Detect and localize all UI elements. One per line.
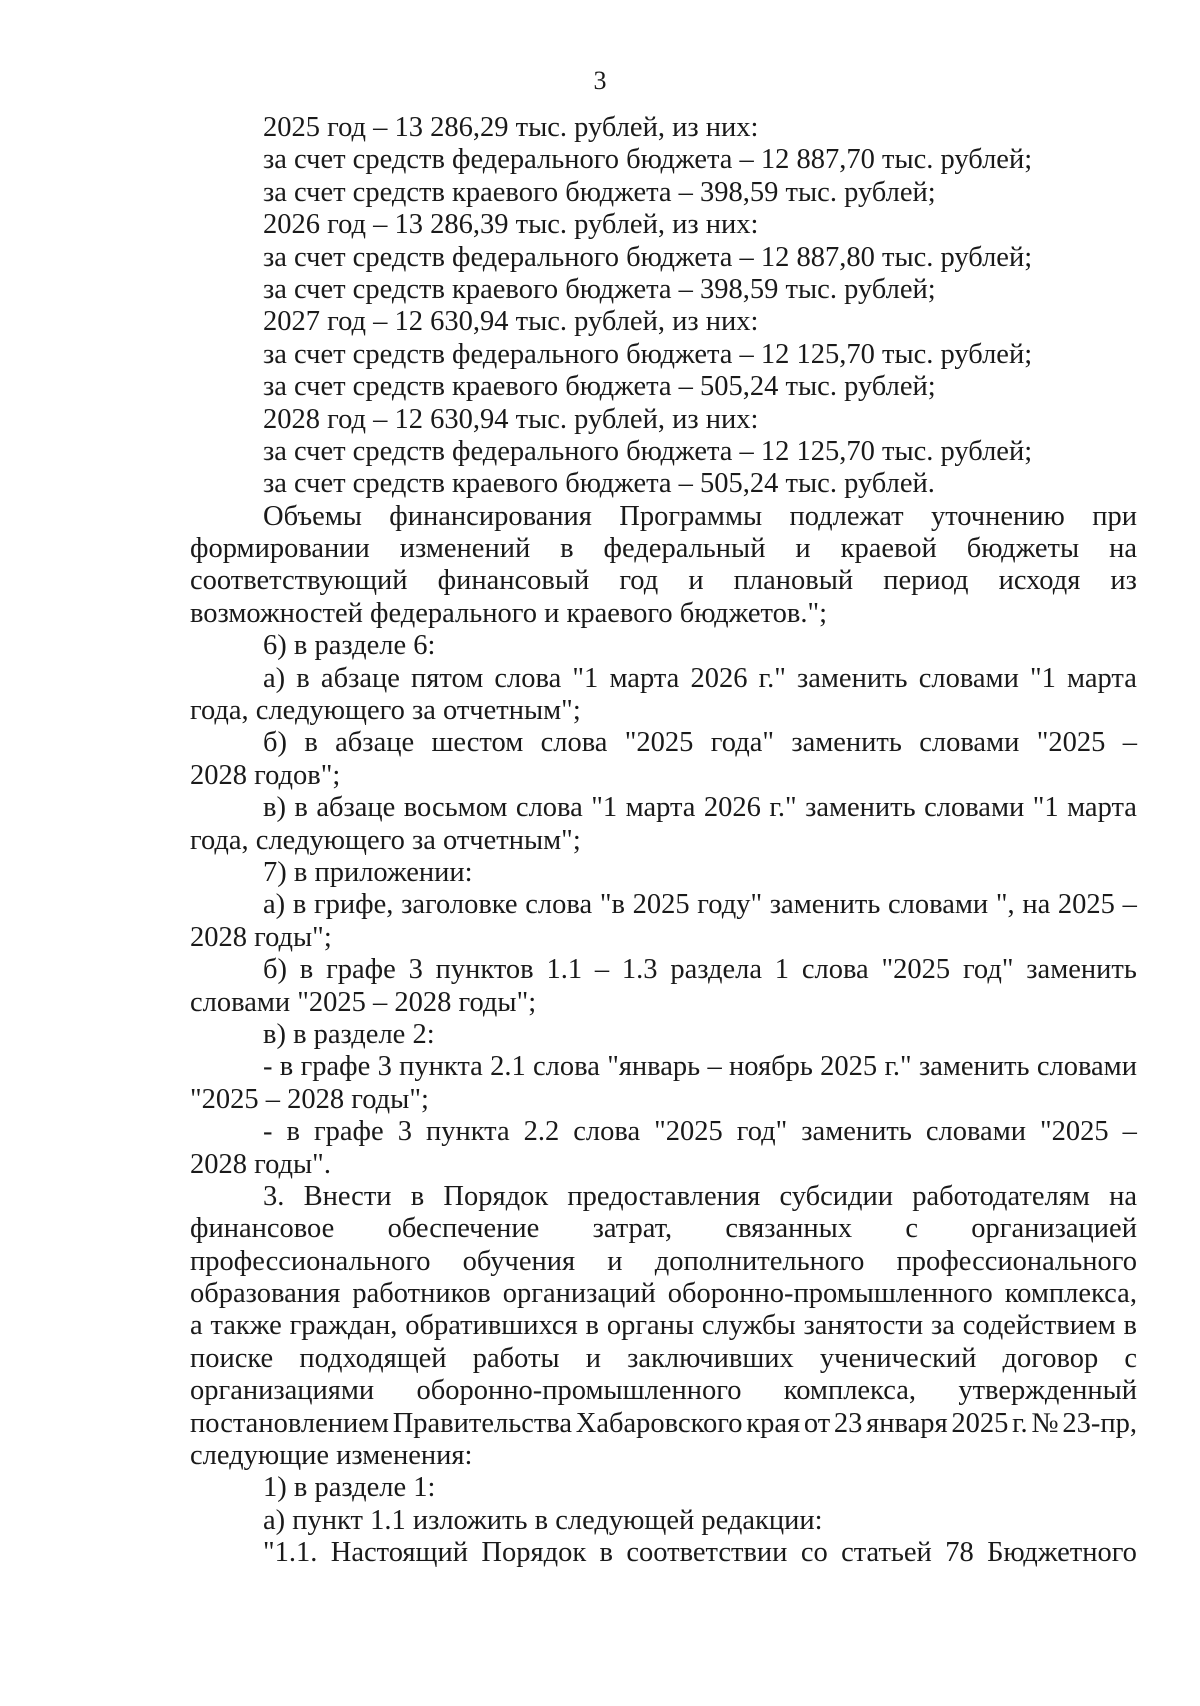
word: заголовке <box>401 889 518 921</box>
word: пункта <box>425 1116 510 1148</box>
word: "2025 <box>654 1116 723 1148</box>
text-line <box>190 1278 1137 1310</box>
word: ноябрь <box>729 1051 813 1083</box>
text-line <box>190 954 1137 986</box>
word: графе <box>300 1051 371 1083</box>
word: формировании <box>190 533 370 565</box>
word: органы <box>606 1310 695 1342</box>
word: 2025 <box>1057 889 1115 921</box>
word: содействием <box>962 1310 1116 1342</box>
word: в <box>286 1116 300 1148</box>
word: абзаце <box>320 662 400 694</box>
word: оборонно-промышленного <box>416 1375 742 1407</box>
word: 2025 <box>632 889 690 921</box>
word: работодателям <box>912 1180 1090 1212</box>
word: в <box>410 1180 425 1212</box>
word: заключивших <box>627 1342 794 1374</box>
word: Порядок <box>443 1180 549 1212</box>
word: организациями <box>190 1375 375 1407</box>
word: восьмом <box>403 792 508 824</box>
word: поиске <box>190 1342 274 1374</box>
word: 2.2 <box>523 1116 560 1148</box>
word: работников <box>352 1278 491 1310</box>
word: 2025 <box>820 1051 878 1083</box>
word: на <box>1109 1180 1137 1212</box>
word: 3 <box>377 1051 392 1083</box>
word: словами <box>1036 1051 1137 1083</box>
text-line <box>190 1181 1137 1213</box>
word: заменить <box>1026 954 1137 986</box>
word: за <box>930 1310 955 1342</box>
word: обучения <box>462 1245 576 1277</box>
word: из <box>1110 565 1137 597</box>
word: г." <box>758 662 786 694</box>
word: соответствующий <box>190 565 408 597</box>
word: ", <box>995 889 1015 921</box>
word: год" <box>962 954 1014 986</box>
text-line <box>190 1051 1137 1083</box>
text-line: 1) в разделе 1: <box>263 1472 436 1504</box>
word: финансовый <box>437 565 590 597</box>
word: федеральный <box>603 533 766 565</box>
text-line: а) пункт 1.1 изложить в следующей редакции: <box>263 1504 823 1536</box>
word: постановлением <box>190 1407 389 1439</box>
word: марта <box>1067 662 1137 694</box>
document-body <box>190 112 1137 1570</box>
word: 1 <box>774 954 790 986</box>
word: профессионального <box>896 1245 1137 1277</box>
word: Объемы <box>263 500 362 532</box>
text-line <box>190 565 1137 597</box>
word: в) <box>263 792 286 824</box>
page-number: 3 <box>593 66 607 95</box>
word: плановый <box>733 565 854 597</box>
word: словами <box>925 1116 1026 1148</box>
word: году" <box>697 889 763 921</box>
word: 23 <box>833 1407 863 1439</box>
text-line <box>190 663 1137 695</box>
word: заменить <box>791 727 902 759</box>
word: при <box>1092 500 1137 532</box>
word: и <box>607 1245 623 1277</box>
word: "2025 <box>1036 727 1106 759</box>
word: в <box>279 1051 294 1083</box>
word: с <box>905 1213 919 1245</box>
word: Правительства <box>392 1407 573 1439</box>
word: 2026 <box>703 792 761 824</box>
text-line: "2025 – 2028 годы"; <box>190 1083 429 1115</box>
text-line <box>190 1343 1137 1375</box>
text-line: 2028 годы"; <box>190 921 332 953</box>
word: "1 <box>572 662 599 694</box>
word: пунктов <box>435 954 534 986</box>
word: в <box>304 727 318 759</box>
text-line <box>190 1246 1137 1278</box>
word: со <box>800 1537 828 1569</box>
word: слова <box>515 792 583 824</box>
word: от <box>803 1407 831 1439</box>
word: занятости <box>803 1310 924 1342</box>
word: работы <box>472 1342 560 1374</box>
word: с <box>1124 1342 1137 1374</box>
word: затрат, <box>592 1213 673 1245</box>
word: - <box>263 1116 273 1148</box>
word: 3 <box>408 954 423 986</box>
text-line <box>190 1310 1137 1342</box>
word: комплекса, <box>783 1375 916 1407</box>
word: – <box>1122 889 1137 921</box>
word: № <box>1031 1407 1059 1439</box>
word: 3 <box>397 1116 412 1148</box>
text-line: 2026 год – 13 286,39 тыс. рублей, из них: <box>263 209 759 241</box>
word: профессионального <box>190 1245 431 1277</box>
word: дополнительного <box>654 1245 865 1277</box>
word: Программы <box>619 500 763 532</box>
text-line: следующие изменения: <box>190 1440 473 1472</box>
word: в <box>560 533 574 565</box>
text-line: 7) в приложении: <box>263 856 473 888</box>
word: утвержденный <box>958 1375 1137 1407</box>
word: в <box>1123 1310 1137 1342</box>
word: абзаце <box>316 792 396 824</box>
word: пункта <box>399 1051 483 1083</box>
word: заменить <box>801 1116 912 1148</box>
word: образования <box>190 1278 341 1310</box>
word: Бюджетного <box>987 1537 1137 1569</box>
word: организацией <box>971 1213 1137 1245</box>
word: – <box>1122 727 1137 759</box>
word: словами <box>888 889 989 921</box>
word: статьей <box>841 1537 932 1569</box>
word: Внести <box>303 1180 392 1212</box>
word: организаций <box>502 1278 656 1310</box>
word: слова <box>801 954 869 986</box>
word: графе <box>326 954 396 986</box>
word: год" <box>736 1116 788 1148</box>
text-line <box>190 1537 1137 1569</box>
word: января <box>866 1407 948 1439</box>
word: – <box>707 1051 722 1083</box>
word: словами <box>924 792 1025 824</box>
word: – <box>1122 1116 1137 1148</box>
word: в <box>294 792 308 824</box>
text-line <box>190 501 1137 533</box>
word: комплекса, <box>1004 1278 1137 1310</box>
word: а <box>190 1310 203 1342</box>
word: в <box>599 1537 614 1569</box>
word: обеспечение <box>387 1213 540 1245</box>
word: – <box>594 954 610 986</box>
word: заменить <box>769 889 881 921</box>
word: марта <box>609 662 680 694</box>
word: и <box>795 533 811 565</box>
word: договор <box>1002 1342 1099 1374</box>
word: на <box>1109 533 1137 565</box>
text-line: за счет средств краевого бюджета – 505,24 тыс. рублей. <box>263 468 935 500</box>
word: слова <box>494 662 562 694</box>
word: края <box>746 1407 801 1439</box>
text-line <box>190 1375 1137 1407</box>
word: 1.3 <box>621 954 658 986</box>
word: финансирования <box>389 500 592 532</box>
word: оборонно-промышленного <box>667 1278 993 1310</box>
word: подходящей <box>299 1342 447 1374</box>
word: финансовое <box>190 1213 335 1245</box>
word: "2025 <box>624 727 694 759</box>
word: 1.1 <box>546 954 583 986</box>
word: года" <box>710 727 774 759</box>
word: заменить <box>918 1051 1030 1083</box>
text-line: 2025 год – 13 286,29 тыс. рублей, из них: <box>263 112 759 143</box>
word: "в <box>599 889 625 921</box>
word: на <box>1022 889 1051 921</box>
text-line: 2028 годы". <box>190 1148 331 1180</box>
word: в <box>585 1310 599 1342</box>
word: "2025 <box>881 954 951 986</box>
text-line: за счет средств федерального бюджета – 12 887,80 тыс. рублей; <box>263 241 1033 273</box>
word: словами <box>918 662 1019 694</box>
word: 2025 <box>951 1407 1009 1439</box>
word: слова <box>540 727 608 759</box>
text-line: 2028 годов"; <box>190 759 341 791</box>
text-line <box>190 792 1137 824</box>
word: уточнению <box>930 500 1065 532</box>
word: слова <box>525 889 593 921</box>
word: г." <box>884 1051 912 1083</box>
word: также <box>210 1310 282 1342</box>
text-line <box>190 533 1137 565</box>
word: марта <box>1067 792 1137 824</box>
word: "1 <box>591 792 618 824</box>
word: 78 <box>945 1537 974 1569</box>
word: б) <box>263 727 287 759</box>
word: Порядок <box>481 1537 587 1569</box>
word: соответствии <box>626 1537 788 1569</box>
word: период <box>883 565 969 597</box>
word: "1 <box>1030 662 1056 694</box>
word: "2025 <box>1040 1116 1109 1148</box>
text-line: за счет средств краевого бюджета – 398,59 тыс. рублей; <box>263 273 936 305</box>
word: словами <box>919 727 1020 759</box>
word: грифе, <box>313 889 394 921</box>
word: абзаце <box>335 727 415 759</box>
text-line: года, следующего за отчетным"; <box>190 824 581 856</box>
word: в <box>299 954 314 986</box>
text-line: 6) в разделе 6: <box>263 630 436 662</box>
word: год <box>619 565 659 597</box>
word: "1 <box>1032 792 1059 824</box>
text-line: возможностей федерального и краевого бюджетов."; <box>190 597 828 629</box>
word: слова <box>573 1116 641 1148</box>
word: 23-пр, <box>1062 1407 1137 1439</box>
text-line: за счет средств краевого бюджета – 398,59 тыс. рублей; <box>263 176 936 208</box>
text-line: словами "2025 – 2028 годы"; <box>190 986 537 1018</box>
word: раздела <box>670 954 762 986</box>
word: а) <box>263 662 286 694</box>
word: ученический <box>819 1342 977 1374</box>
word: исходя <box>998 565 1081 597</box>
word: бюджеты <box>966 533 1080 565</box>
text-line <box>190 889 1137 921</box>
word: граждан, <box>289 1310 398 1342</box>
word: 2.1 <box>490 1051 526 1083</box>
word: б) <box>263 954 287 986</box>
text-line <box>190 1116 1137 1148</box>
word: и <box>585 1342 601 1374</box>
word: Хабаровского <box>575 1407 743 1439</box>
text-line: за счет средств краевого бюджета – 505,24 тыс. рублей; <box>263 371 936 403</box>
text-line <box>190 727 1137 759</box>
text-line: года, следующего за отчетным"; <box>190 695 581 727</box>
word: г." <box>769 792 797 824</box>
word: г. <box>1012 1407 1028 1439</box>
word: заменить <box>805 792 916 824</box>
word: 3. <box>263 1180 285 1212</box>
text-line <box>190 1213 1137 1245</box>
word: изменений <box>399 533 531 565</box>
word: графе <box>313 1116 384 1148</box>
word: 2026 <box>690 662 748 694</box>
text-line: за счет средств федерального бюджета – 12 125,70 тыс. рублей; <box>263 435 1033 467</box>
text-line: 2028 год – 12 630,94 тыс. рублей, из них: <box>263 403 759 435</box>
word: Настоящий <box>330 1537 468 1569</box>
text-line: в) в разделе 2: <box>263 1018 435 1050</box>
word: предоставления <box>567 1180 761 1212</box>
word: - <box>263 1051 273 1083</box>
word: и <box>688 565 704 597</box>
text-line: за счет средств федерального бюджета – 12 125,70 тыс. рублей; <box>263 338 1033 370</box>
word: шестом <box>431 727 524 759</box>
text-line: 2027 год – 12 630,94 тыс. рублей, из них: <box>263 306 759 338</box>
word: в <box>292 889 307 921</box>
word: "1.1. <box>263 1537 318 1569</box>
word: подлежат <box>789 500 904 532</box>
word: а) <box>263 889 286 921</box>
word: "январь <box>607 1051 701 1083</box>
word: марта <box>625 792 696 824</box>
word: службы <box>701 1310 796 1342</box>
word: в <box>296 662 310 694</box>
word: связанных <box>725 1213 853 1245</box>
text-line <box>190 1408 1137 1440</box>
word: заменить <box>796 662 908 694</box>
word: краевой <box>840 533 937 565</box>
word: пятом <box>411 662 484 694</box>
word: слова <box>533 1051 600 1083</box>
word: субсидии <box>779 1180 894 1212</box>
text-line: за счет средств федерального бюджета – 12 887,70 тыс. рублей; <box>263 144 1033 176</box>
word: обратившихся <box>405 1310 578 1342</box>
